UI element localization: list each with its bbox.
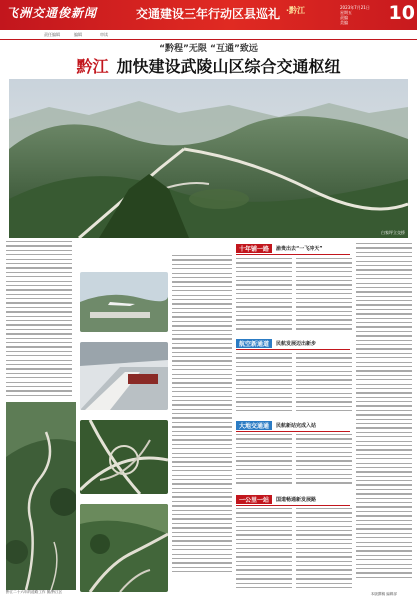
credit-editor: 责任编辑 [44,32,60,37]
station-photo [80,342,168,410]
section-title: 民航发展迈出新步 [276,340,317,347]
article-block-2b [296,353,352,417]
newspaper-brand: 飞洲交通俊新闻 [6,6,98,20]
credit-proof: 审读 [100,32,108,37]
section-rule [236,505,350,506]
issue-editor: 责编 [340,15,348,20]
section-rule [236,254,350,255]
article-block-4a [236,508,292,592]
section-tag: 十年铺一路 [236,244,272,253]
section-header-2 [236,338,350,348]
headline-title: 加快建设武陵山区综合交通枢纽 [116,57,341,76]
section-tag: 航空新通道 [236,339,272,348]
section-title: 民航新站完成入站 [276,422,317,429]
mountain-road-image [6,402,76,590]
headline-place: 黔江 [76,57,109,76]
airport-image [80,272,168,332]
section-tag: 一公里一站 [236,495,272,504]
article-right-col [356,243,412,583]
highway-interchange-image [80,420,168,494]
section-header-1 [236,243,350,253]
article-block-3a [236,434,292,490]
article-block-1a [236,258,292,334]
page-number: 10 [388,2,415,24]
sub-header [0,30,417,40]
section-series: ·黔江 [286,6,306,15]
article-block-1b [296,258,352,334]
newspaper-banner [0,0,417,30]
issue-designer: 美编 [340,20,348,25]
section-header-4 [236,494,350,504]
section-title: 渝贵出去“一飞冲天” [276,245,323,252]
issue-date: 2023年7月21日 [340,5,370,10]
rural-road-image [80,504,168,592]
train-station-image [80,342,168,410]
section-tag: 大地交通通 [236,421,272,430]
road-photo [80,504,168,592]
article-block-3b [296,434,352,490]
article-block-2a [236,353,292,417]
hero-photo [9,79,408,238]
page-headline [0,54,417,77]
intro-text-col1 [6,241,72,401]
left-photo-caption: 黔江二十六年的道路工作 图/黔江区 [6,590,63,594]
hero-caption: 白家坪立交桥 [381,230,405,235]
article-col3 [172,255,232,575]
section-rule [236,349,350,350]
section-rule [236,431,350,432]
section-header-3 [236,420,350,430]
left-vertical-photo [6,402,76,590]
page-footer-credit: 本版撰稿 编辑部 [370,592,397,596]
airport-photo [80,272,168,332]
interchange-photo [80,420,168,494]
section-title: 交通建设三年行动区县巡礼 [136,7,281,21]
section-title: 国道畅通新发展路 [276,496,317,503]
credit-layout: 编辑 [74,32,82,37]
hero-landscape-image [9,79,408,238]
issue-weekday: 星期五 [340,10,352,15]
kicker: “黔程”无限 “互通”致远 [159,44,258,54]
article-block-4b [296,508,352,592]
